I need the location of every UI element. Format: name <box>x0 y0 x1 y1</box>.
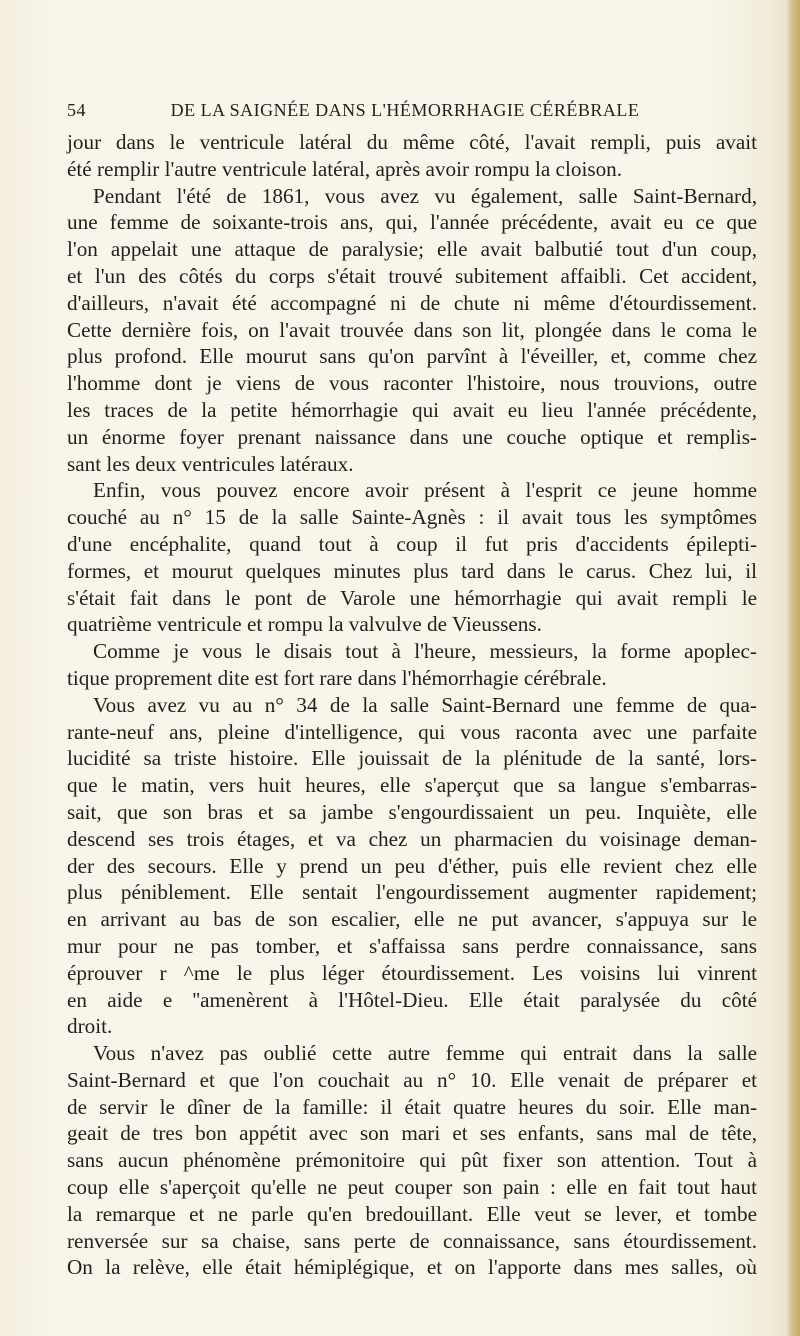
text-line: une femme de soixante-trois ans, qui, l'année précédente, avait eu ce que <box>67 210 757 235</box>
text-line: en arrivant au bas de son escalier, elle ne put avancer, s'appuya sur le <box>67 907 757 932</box>
text-line: Comme je vous le disais tout à l'heure, messieurs, la forme apoplec- <box>93 639 757 664</box>
text-line: sait, que son bras et sa jambe s'engourdissaient un peu. Inquiète, elle <box>67 799 757 824</box>
text-line: rante-neuf ans, pleine d'intelligence, qui vous raconta avec une parfaite <box>67 719 757 744</box>
text-line: lucidité sa triste histoire. Elle jouissait de la plénitude de la santé, lors- <box>67 746 757 771</box>
text-line: coup elle s'aperçoit qu'elle ne peut couper son pain : elle en fait tout haut <box>67 1175 757 1200</box>
text-line: descend ses trois étages, et va chez un pharmacien du voisinage deman- <box>67 826 757 851</box>
text-line: Saint-Bernard et que l'on couchait au n° 10. Elle venait de préparer et <box>67 1067 757 1092</box>
text-line: plus péniblement. Elle sentait l'engourdissement augmenter rapidement; <box>67 880 757 905</box>
text-line: et l'un des côtés du corps s'était trouvé subitement affaibli. Cet accident, <box>67 263 757 288</box>
body-text <box>67 129 757 1281</box>
page-edge <box>786 0 800 1336</box>
text-line: l'on appelait une attaque de paralysie; elle avait balbutié tout d'un coup, <box>67 237 757 262</box>
text-line: s'était fait dans le pont de Varole une hémorrhagie qui avait rempli le <box>67 585 757 610</box>
text-line: d'ailleurs, n'avait été accompagné ni de chute ni même d'étourdissement. <box>67 290 757 315</box>
text-line: der des secours. Elle y prend un peu d'éther, puis elle revient chez elle <box>67 853 757 878</box>
text-line: tique proprement dite est fort rare dans l'hémorrhagie cérébrale. <box>67 665 607 690</box>
text-line: plus profond. Elle mourut sans qu'on parvînt à l'éveiller, et, comme chez <box>67 344 757 369</box>
text-line: en aide e ''amenèrent à l'Hôtel-Dieu. Elle était paralysée du côté <box>67 987 757 1012</box>
text-line: d'une encéphalite, quand tout à coup il fut pris d'accidents épilepti- <box>67 531 757 556</box>
page-number: 54 <box>67 100 86 120</box>
text-line: mur pour ne pas tomber, et s'affaissa sans perdre connaissance, sans <box>67 933 757 958</box>
text-line: sant les deux ventricules latéraux. <box>67 451 354 476</box>
text-line: renversée sur sa chaise, sans perte de connaissance, sans étourdissement. <box>67 1228 757 1253</box>
text-line: jour dans le ventricule latéral du même côté, l'avait rempli, puis avait <box>67 130 757 154</box>
text-line: Vous avez vu au n° 34 de la salle Saint-Bernard une femme de qua- <box>93 692 757 717</box>
text-line: On la relève, elle était hémiplégique, et on l'apporte dans mes salles, où <box>67 1255 757 1280</box>
text-line: un énorme foyer prenant naissance dans une couche optique et remplis- <box>67 424 757 449</box>
text-line: Enfin, vous pouvez encore avoir présent à l'esprit ce jeune homme <box>93 478 757 503</box>
text-line: geait de tres bon appétit avec son mari et ses enfants, sans mal de tête, <box>67 1121 757 1146</box>
text-line: Pendant l'été de 1861, vous avez vu également, salle Saint-Bernard, <box>93 183 757 208</box>
text-line: éprouver r ^me le plus léger étourdissement. Les voisins lui vinrent <box>67 960 757 985</box>
text-line: de servir le dîner de la famille: il était quatre heures du soir. Elle man- <box>67 1094 757 1119</box>
text-line: couché au n° 15 de la salle Sainte-Agnès : il avait tous les symptômes <box>67 505 757 530</box>
text-line: que le matin, vers huit heures, elle s'aperçut que sa langue s'embarras- <box>67 773 757 798</box>
text-line: formes, et mourut quelques minutes plus tard dans le carus. Chez lui, il <box>67 558 757 583</box>
text-line: été remplir l'autre ventricule latéral, après avoir rompu la cloison. <box>67 156 623 181</box>
text-line: Cette dernière fois, on l'avait trouvée dans son lit, plongée dans le coma le <box>67 317 757 342</box>
running-head <box>67 100 757 126</box>
text-line: la remarque et ne parle qu'en bredouillant. Elle veut se lever, et tombe <box>67 1201 757 1226</box>
text-line: droit. <box>67 1014 113 1039</box>
text-line: quatrième ventricule et rompu la valvulve de Vieussens. <box>67 612 542 637</box>
text-line: sans aucun phénomène prémonitoire qui pût fixer son attention. Tout à <box>67 1148 757 1173</box>
text-line: Vous n'avez pas oublié cette autre femme qui entrait dans la salle <box>93 1041 757 1066</box>
running-title: DE LA SAIGNÉE DANS L'HÉMORRHAGIE CÉRÉBRALE <box>170 100 640 120</box>
text-line: l'homme dont je viens de vous raconter l'histoire, nous trouvions, outre <box>67 371 757 396</box>
text-line: les traces de la petite hémorrhagie qui avait eu lieu l'année précédente, <box>67 397 757 422</box>
